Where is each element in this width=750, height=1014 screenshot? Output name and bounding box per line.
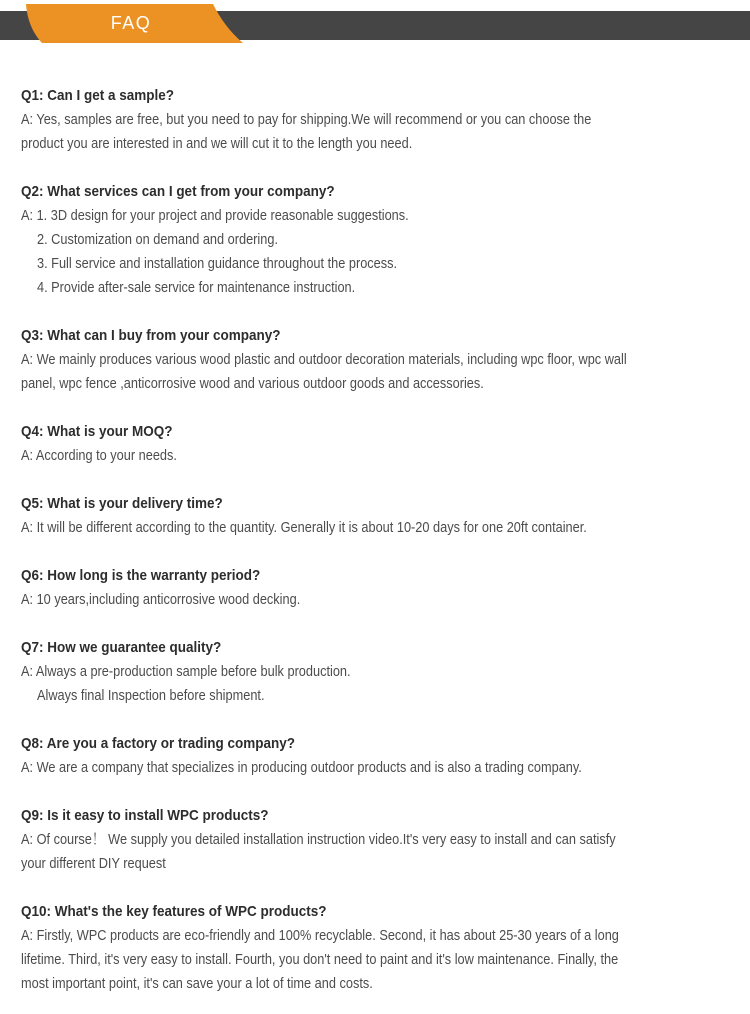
faq-question: Q8: Are you a factory or trading company? bbox=[21, 735, 296, 752]
faq-answer-line: 3. Full service and installation guidance throughout the process. bbox=[37, 255, 398, 272]
faq-question: Q6: How long is the warranty period? bbox=[21, 567, 261, 584]
faq-answer bbox=[21, 924, 738, 996]
faq-answer-line: A: We mainly produces various wood plastic and outdoor decoration materials, including wpc floor, wpc wall bbox=[21, 351, 627, 368]
faq-answer bbox=[21, 756, 738, 780]
faq-answer bbox=[21, 108, 738, 156]
faq-answer-line: product you are interested in and we will cut it to the length you need. bbox=[21, 135, 413, 152]
faq-answer-line: Always final Inspection before shipment. bbox=[37, 687, 265, 704]
faq-item bbox=[21, 732, 738, 780]
faq-item bbox=[21, 324, 738, 396]
faq-question: Q4: What is your MOQ? bbox=[21, 423, 173, 440]
faq-answer-line: A: Always a pre-production sample before bulk production. bbox=[21, 663, 351, 680]
faq-item bbox=[21, 84, 738, 156]
faq-list bbox=[0, 43, 750, 996]
faq-question: Q7: How we guarantee quality? bbox=[21, 639, 222, 656]
faq-answer-line: panel, wpc fence ,anticorrosive wood and various outdoor goods and accessories. bbox=[21, 375, 484, 392]
faq-answer bbox=[21, 444, 738, 468]
faq-ribbon-label: FAQ bbox=[110, 13, 152, 33]
faq-answer bbox=[21, 828, 738, 876]
faq-answer-line: A: According to your needs. bbox=[21, 447, 177, 464]
header bbox=[0, 0, 750, 43]
faq-answer-line: A: Firstly, WPC products are eco-friendly and 100% recyclable. Second, it has about 25-30 years of a long bbox=[21, 927, 619, 944]
faq-item bbox=[21, 492, 738, 540]
faq-question: Q1: Can I get a sample? bbox=[21, 87, 175, 104]
faq-answer bbox=[21, 588, 738, 612]
faq-answer-line: lifetime. Third, it's very easy to install. Fourth, you don't need to paint and it's low maintenance. Finally, the bbox=[21, 951, 619, 968]
faq-item bbox=[21, 420, 738, 468]
faq-question: Q10: What's the key features of WPC products? bbox=[21, 903, 327, 920]
faq-answer-line: 2. Customization on demand and ordering. bbox=[37, 231, 278, 248]
faq-answer-line: A: We are a company that specializes in producing outdoor products and is also a trading company. bbox=[21, 759, 582, 776]
faq-question: Q9: Is it easy to install WPC products? bbox=[21, 807, 269, 824]
faq-question: Q3: What can I buy from your company? bbox=[21, 327, 281, 344]
faq-item bbox=[21, 900, 738, 996]
faq-answer-line: A: Of course！ We supply you detailed installation instruction video.It's very easy to install and can satisfy bbox=[21, 831, 616, 848]
faq-answer bbox=[21, 348, 738, 396]
faq-answer-line: A: 1. 3D design for your project and provide reasonable suggestions. bbox=[21, 207, 409, 224]
faq-item bbox=[21, 564, 738, 612]
faq-answer-line: 4. Provide after-sale service for maintenance instruction. bbox=[37, 279, 356, 296]
faq-item bbox=[21, 804, 738, 876]
faq-answer bbox=[21, 204, 738, 300]
faq-question: Q2: What services can I get from your company? bbox=[21, 183, 335, 200]
faq-item bbox=[21, 180, 738, 300]
faq-answer-line: your different DIY request bbox=[21, 855, 166, 872]
faq-answer-line: most important point, it's can save your a lot of time and costs. bbox=[21, 975, 373, 992]
faq-answer bbox=[21, 516, 738, 540]
faq-question: Q5: What is your delivery time? bbox=[21, 495, 223, 512]
faq-item bbox=[21, 636, 738, 708]
faq-answer-line: A: 10 years,including anticorrosive wood decking. bbox=[21, 591, 301, 608]
faq-answer-line: A: Yes, samples are free, but you need to pay for shipping.We will recommend or you can choose the bbox=[21, 111, 592, 128]
faq-answer bbox=[21, 660, 738, 708]
faq-answer-line: A: It will be different according to the quantity. Generally it is about 10-20 days for one 20ft container. bbox=[21, 519, 587, 536]
